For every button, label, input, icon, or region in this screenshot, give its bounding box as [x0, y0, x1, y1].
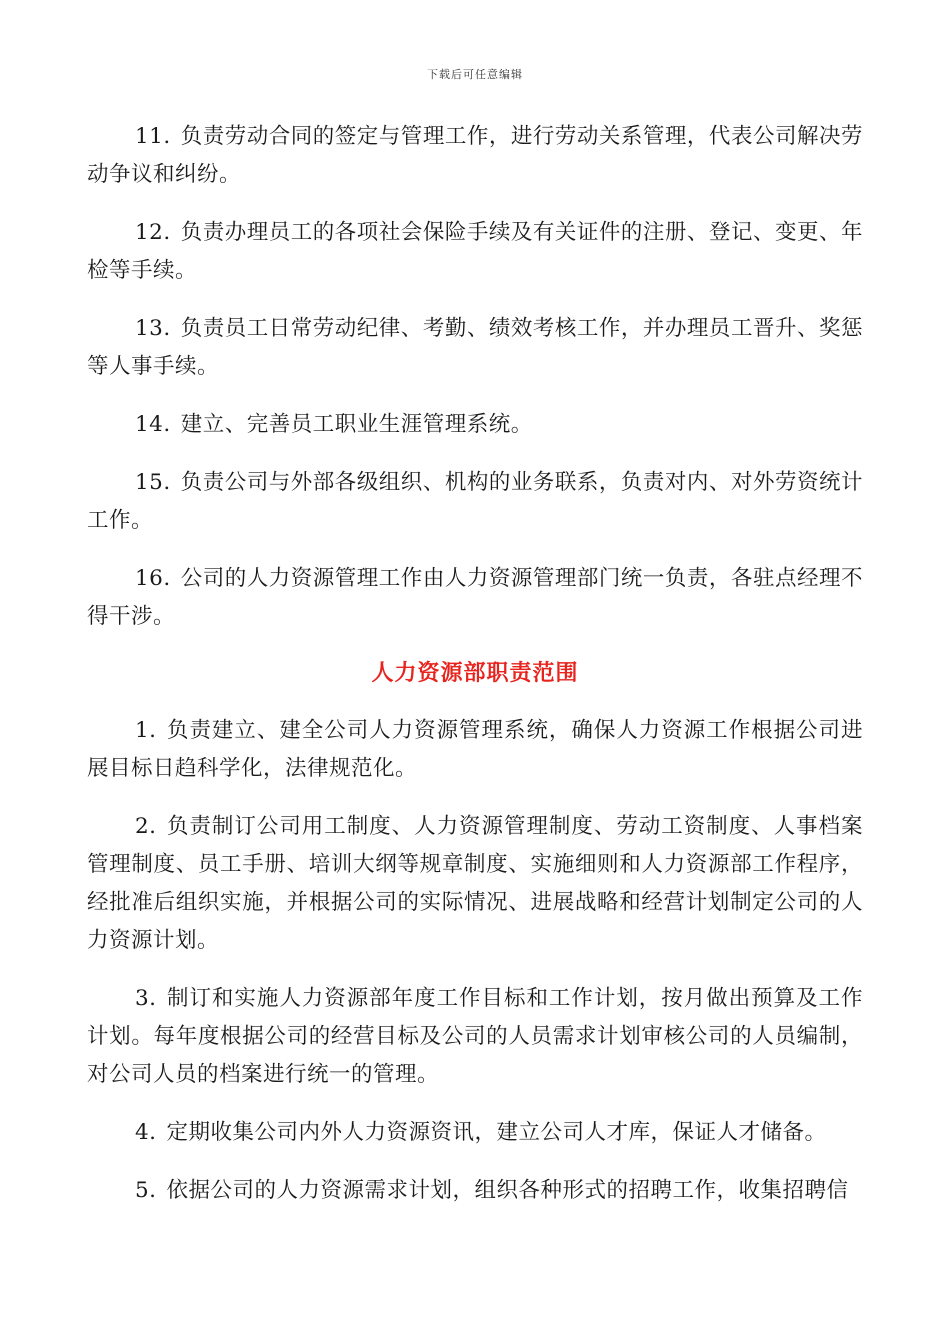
list-item	[87, 560, 863, 636]
item-text: 负责公司与外部各级组织、机构的业务联系，负责对内、对外劳资统计工作。	[87, 470, 863, 533]
item-text: 制订和实施人力资源部年度工作目标和工作计划，按月做出预算及工作计划。每年度根据公司的经营目标及公司的人员需求计划审核公司的人员编制，对公司人员的档案进行统一的管理。	[87, 986, 863, 1087]
item-text: 负责员工日常劳动纪律、考勤、绩效考核工作，并办理员工晋升、奖惩等人事手续。	[87, 316, 863, 379]
list-item	[87, 464, 863, 540]
item-text: 依据公司的人力资源需求计划，组织各种形式的招聘工作，收集招聘信	[166, 1178, 849, 1203]
item-number: 2.	[135, 814, 157, 839]
item-number: 1.	[135, 718, 157, 743]
list-item	[87, 712, 863, 788]
item-text: 负责劳动合同的签定与管理工作，进行劳动关系管理，代表公司解决劳动争议和纠纷。	[87, 124, 863, 187]
item-number: 13.	[135, 316, 171, 341]
item-number: 15.	[135, 470, 171, 495]
item-text: 负责制订公司用工制度、人力资源管理制度、劳动工资制度、人事档案管理制度、员工手册、培训大纲等规章制度、实施细则和人力资源部工作程序，经批准后组织实施，并根据公司的实际情况、进展战略和经营计划制定公司的人力资源计划。	[87, 814, 863, 953]
item-text: 负责建立、建全公司人力资源管理系统，确保人力资源工作根据公司进展目标日趋科学化，法律规范化。	[87, 718, 863, 781]
list-item	[87, 118, 863, 194]
document-body	[87, 118, 863, 1230]
item-number: 12.	[135, 220, 171, 245]
item-number: 14.	[135, 412, 171, 437]
item-number: 5.	[135, 1178, 157, 1203]
item-number: 11.	[135, 124, 171, 149]
list-item	[87, 1172, 863, 1210]
page-header: 下载后可任意编辑	[427, 68, 523, 81]
list-item	[87, 808, 863, 960]
section-title: 人力资源部职责范围	[371, 661, 579, 686]
item-number: 16.	[135, 566, 171, 591]
item-text: 负责办理员工的各项社会保险手续及有关证件的注册、登记、变更、年检等手续。	[87, 220, 863, 283]
list-item	[87, 1114, 863, 1152]
item-text: 建立、完善员工职业生涯管理系统。	[180, 412, 533, 437]
item-number: 4.	[135, 1120, 157, 1145]
item-text: 定期收集公司内外人力资源资讯，建立公司人才库，保证人才储备。	[166, 1120, 827, 1145]
list-item	[87, 980, 863, 1094]
item-number: 3.	[135, 986, 157, 1011]
list-item	[87, 406, 863, 444]
list-item	[87, 310, 863, 386]
list-item	[87, 214, 863, 290]
item-text: 公司的人力资源管理工作由人力资源管理部门统一负责，各驻点经理不得干涉。	[87, 566, 863, 629]
